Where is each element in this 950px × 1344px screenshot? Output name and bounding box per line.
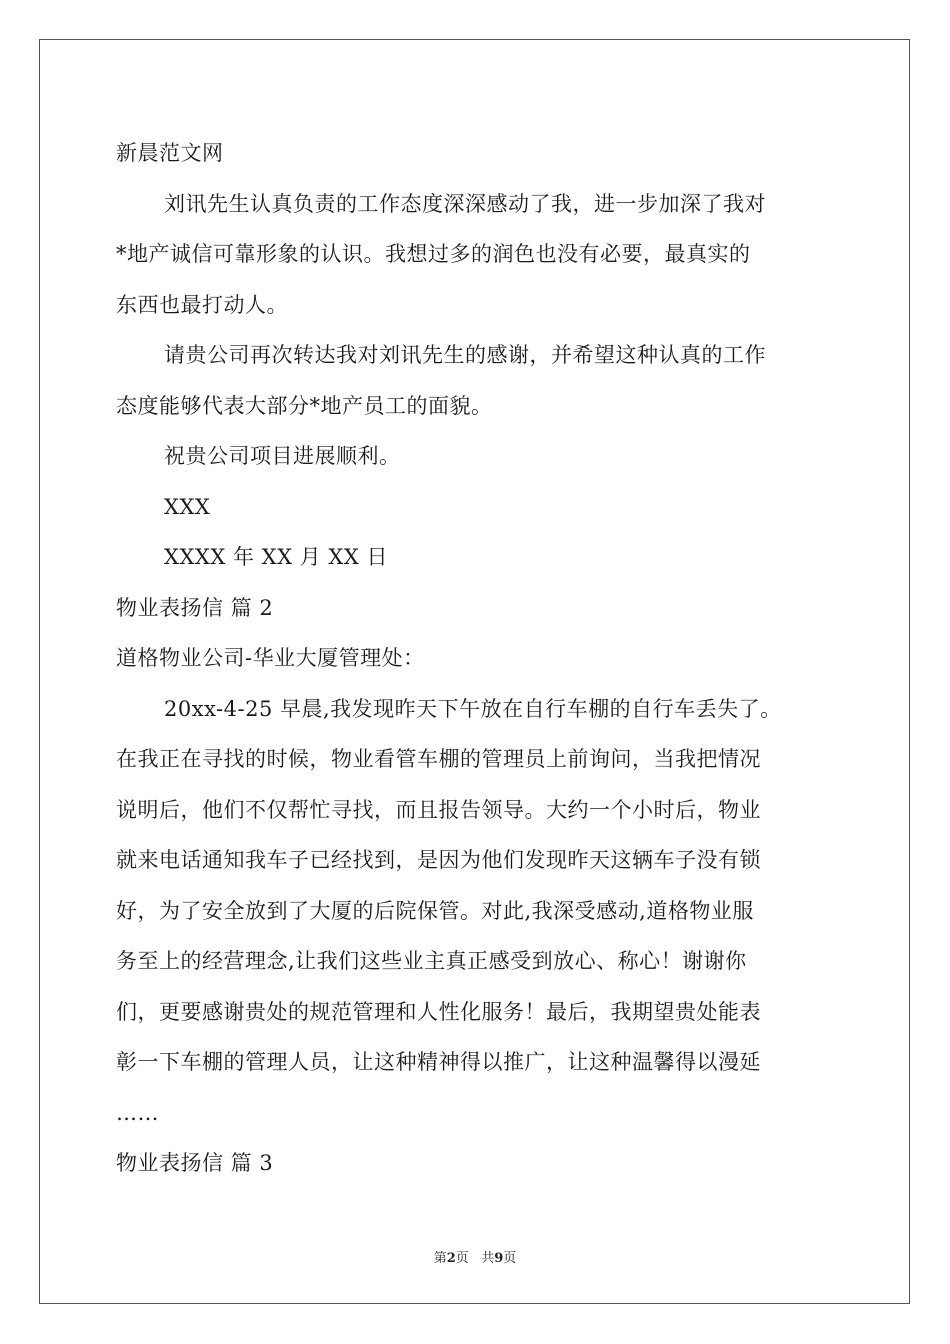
salutation: 道格物业公司-华业大厦管理处： xyxy=(116,646,425,670)
text-line: 新晨范文网 xyxy=(116,141,224,165)
page-number: 2 xyxy=(446,1251,456,1266)
page-suffix: 页 xyxy=(455,1251,469,1266)
text-line: 说明后，他们不仅帮忙寻找，而且报告领导。大约一个小时后，物业 xyxy=(116,797,761,822)
signature-date: XXXX 年 XX 月 XX 日 xyxy=(164,545,388,569)
total-suffix: 页 xyxy=(503,1251,517,1266)
text-line: 就来电话通知我车子已经找到，是因为他们发现昨天这辆车子没有锁 xyxy=(116,848,761,872)
page-footer xyxy=(0,1247,950,1266)
text-line: 刘讯先生认真负责的工作态度深深感动了我，进一步加深了我对 xyxy=(164,191,766,216)
text-line: 祝贵公司项目进展顺利。 xyxy=(164,444,401,468)
text-line: 请贵公司再次转达我对刘讯先生的感谢，并希望这种认真的工作 xyxy=(164,343,766,367)
text-line: 彰一下车棚的管理人员，让这种精神得以推广，让这种温馨得以漫延 xyxy=(116,1050,761,1074)
text-line: 好，为了安全放到了大厦的后院保管。对此,我深受感动,道格物业服 xyxy=(116,898,754,923)
document-body xyxy=(116,128,846,1189)
text-line: 20xx-4-25 早晨,我发现昨天下午放在自行车棚的自行车丢失了。 xyxy=(164,696,782,721)
signature-name: XXX xyxy=(164,494,211,519)
text-line: 东西也最打动人。 xyxy=(116,292,288,317)
text-line: 们，更要感谢贵处的规范管理和人性化服务！最后，我期望贵处能表 xyxy=(116,999,761,1024)
text-line: 态度能够代表大部分*地产员工的面貌。 xyxy=(116,393,493,418)
section-heading: 物业表扬信 篇 2 xyxy=(116,595,274,620)
text-line: …… xyxy=(116,1100,159,1125)
section-heading: 物业表扬信 篇 3 xyxy=(116,1151,274,1175)
text-line: 务至上的经营理念,让我们这些业主真正感受到放心、称心！谢谢你 xyxy=(116,949,747,973)
page-prefix: 第 xyxy=(433,1251,447,1266)
total-prefix: 共 xyxy=(481,1251,495,1266)
total-pages: 9 xyxy=(494,1251,504,1266)
text-line: *地产诚信可靠形象的认识。我想过多的润色也没有必要，最真实的 xyxy=(116,242,751,266)
text-line: 在我正在寻找的时候，物业看管车棚的管理员上前询问，当我把情况 xyxy=(116,747,761,771)
